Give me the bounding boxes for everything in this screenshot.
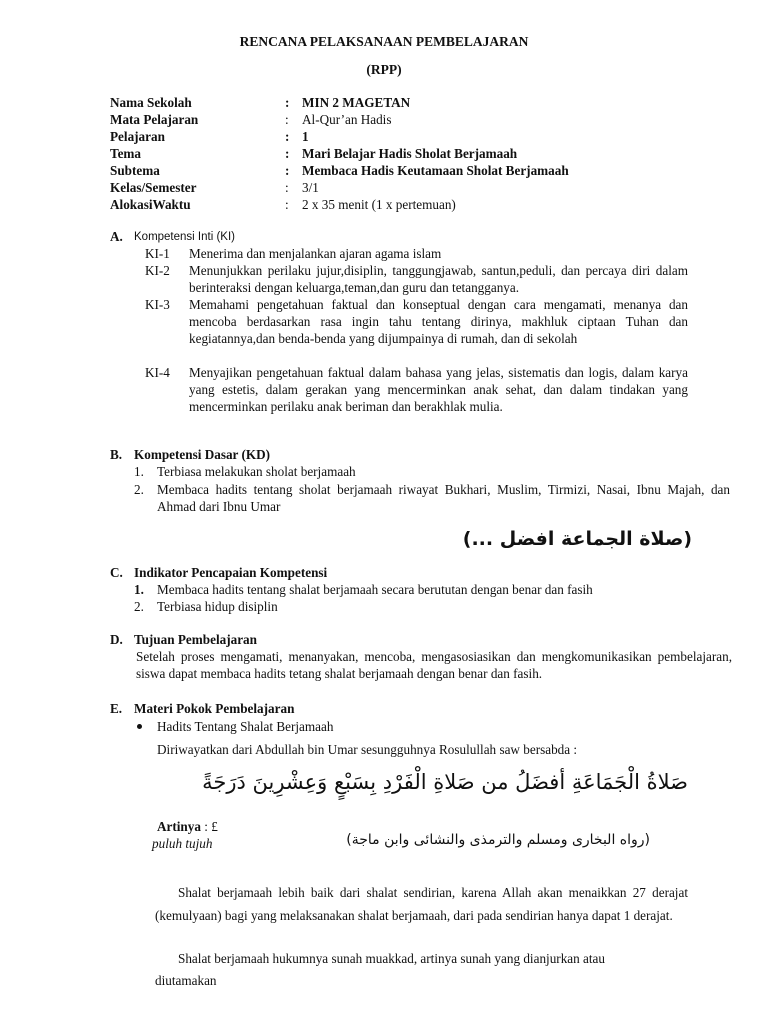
narrator-arabic: (رواه البخارى ومسلم والترمذى والنشائى وابن ماجة) bbox=[346, 832, 650, 848]
identity-value: MIN 2 MAGETAN bbox=[302, 95, 411, 110]
identity-value: 2 x 35 menit (1 x pertemuan) bbox=[302, 197, 456, 212]
materi-bullet-text: Hadits Tentang Shalat Berjamaah bbox=[157, 719, 334, 734]
artinya-line bbox=[157, 818, 218, 835]
ki-text: Memahami pengetahuan faktual dan konseptual dengan cara mengamati, menanya dan mencoba berdasarkan rasa ingin tahu tentang dirinya, makhluk ciptaan Tuhan dan kegiatannya,dan benda-benda yang dijumpainya di rumah, dan di sekolah bbox=[189, 297, 688, 346]
section-heading: Materi Pokok Pembelajaran bbox=[134, 701, 295, 716]
identity-label: Pelajaran bbox=[110, 129, 165, 144]
arabic-phrase: (صلاة الجماعة افضل ...) bbox=[462, 528, 692, 550]
section-heading: Indikator Pencapaian Kompetensi bbox=[134, 565, 328, 580]
identity-label: Kelas/Semester bbox=[110, 180, 197, 195]
section-letter: B. bbox=[110, 447, 123, 462]
ki-text: Menerima dan menjalankan ajaran agama islam bbox=[189, 246, 442, 261]
section-letter: C. bbox=[110, 565, 123, 580]
identity-colon: : bbox=[285, 112, 289, 127]
kd-number: 1. bbox=[134, 464, 144, 479]
ki-text: Menyajikan pengetahuan faktual dalam bahasa yang jelas, sistematis dan logis, dalam karya yang estetis, dalam gerakan yang mencerminkan anak sehat, dan dalam tindakan yang mencerminkan perilaku anak beriman dan berakhlak mulia. bbox=[189, 365, 688, 414]
indicator-text: Terbiasa hidup disiplin bbox=[157, 599, 278, 614]
identity-value: Membaca Hadis Keutamaan Sholat Berjamaah bbox=[302, 163, 569, 178]
materi-paragraph-line: Shalat berjamaah hukumnya sunah muakkad, artinya sunah yang dianjurkan atau bbox=[178, 951, 605, 966]
identity-label: Mata Pelajaran bbox=[110, 112, 199, 127]
materi-paragraph-line: diutamakan bbox=[155, 973, 217, 988]
ki-code: KI-1 bbox=[145, 246, 170, 261]
identity-colon: : bbox=[285, 163, 290, 178]
indicator-number: 1. bbox=[134, 582, 144, 597]
identity-colon: : bbox=[285, 95, 290, 110]
ki-code: KI-4 bbox=[145, 365, 170, 380]
bullet-icon bbox=[137, 724, 142, 729]
indicator-number: 2. bbox=[134, 599, 144, 614]
section-heading: Kompetensi Dasar (KD) bbox=[134, 447, 271, 462]
identity-value: Mari Belajar Hadis Sholat Berjamaah bbox=[302, 146, 518, 161]
document-title: RENCANA PELAKSANAAN PEMBELAJARAN bbox=[239, 34, 529, 49]
indicator-text: Membaca hadits tentang shalat berjamaah secara berututan dengan benar dan fasih bbox=[157, 582, 593, 597]
identity-label: AlokasiWaktu bbox=[110, 197, 191, 212]
artinya-continuation: puluh tujuh bbox=[152, 836, 213, 851]
identity-colon: : bbox=[285, 180, 289, 195]
section-letter: A. bbox=[110, 229, 123, 244]
artinya-label: Artinya bbox=[157, 819, 201, 834]
kd-text: Terbiasa melakukan sholat berjamaah bbox=[157, 464, 356, 479]
artinya-value: : £ bbox=[200, 819, 218, 834]
materi-paragraph: Shalat berjamaah lebih baik dari shalat sendirian, karena Allah akan menaikkan 27 derajat (kemulyaan) bagi yang melaksanakan shalat berjamaah, dari pada sendirian hanya dapat 1 derajat. bbox=[155, 885, 688, 923]
document-subtitle: (RPP) bbox=[366, 62, 402, 77]
identity-label: Subtema bbox=[110, 163, 160, 178]
section-letter: D. bbox=[110, 632, 123, 647]
tujuan-text: Setelah proses mengamati, menanyakan, mencoba, mengasosiasikan dan mengkomunikasikan pembelajaran, siswa dapat membaca hadits tetang shalat berjamaah dengan benar dan fasih. bbox=[136, 649, 732, 681]
section-heading: Tujuan Pembelajaran bbox=[134, 632, 257, 647]
identity-colon: : bbox=[285, 197, 289, 212]
kd-number: 2. bbox=[134, 482, 144, 497]
identity-colon: : bbox=[285, 146, 290, 161]
identity-value: 1 bbox=[302, 129, 309, 144]
identity-colon: : bbox=[285, 129, 290, 144]
hadith-arabic: صَلاةُ الْجَمَاعَةِ أفضَلُ من صَلاةِ الْفَرْدِ بِسَبْعٍ وَعِشْرِينَ دَرَجَةً bbox=[202, 770, 688, 794]
ki-code: KI-2 bbox=[145, 263, 170, 278]
kd-text: Membaca hadits tentang sholat berjamaah riwayat Bukhari, Muslim, Tirmizi, Nasai, Ibnu Majah, dan Ahmad dari Ibnu Umar bbox=[157, 482, 730, 514]
ki-code: KI-3 bbox=[145, 297, 170, 312]
identity-value: Al-Qur’an Hadis bbox=[302, 112, 392, 127]
identity-label: Tema bbox=[110, 146, 142, 161]
identity-value: 3/1 bbox=[302, 180, 319, 195]
section-heading: Kompetensi Inti (KI) bbox=[134, 231, 235, 243]
identity-label: Nama Sekolah bbox=[110, 95, 192, 110]
hadith-intro: Diriwayatkan dari Abdullah bin Umar sesungguhnya Rosulullah saw bersabda : bbox=[157, 742, 578, 757]
ki-text: Menunjukkan perilaku jujur,disiplin, tanggungjawab, santun,peduli, dan percaya diri dalam berinteraksi dengan keluarga,teman,dan guru dan tetangganya. bbox=[189, 263, 688, 295]
section-letter: E. bbox=[110, 701, 123, 716]
